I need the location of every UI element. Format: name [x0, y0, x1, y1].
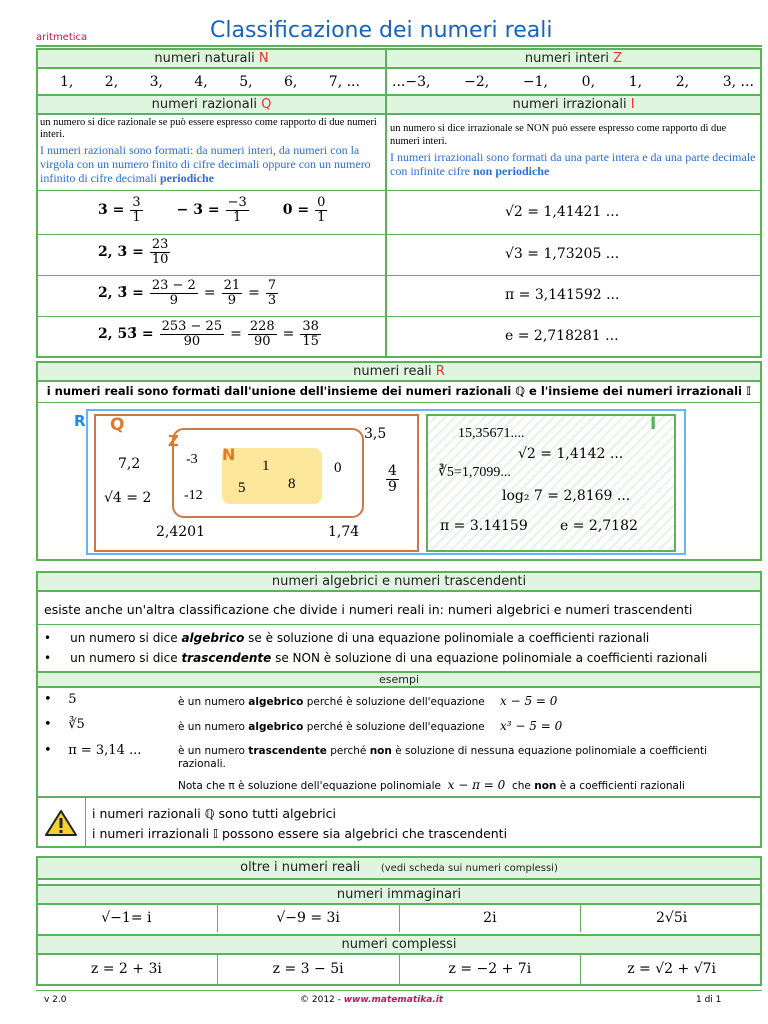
row-divider — [36, 624, 762, 625]
irrazionali-desc-bold: non periodiche — [472, 164, 550, 178]
example-text: è un numero algebrico perché è soluzione dell'equazione — [178, 696, 485, 708]
algebrici-intro: esiste anche un'altra classificazione che divide i numeri reali in: numeri algebrici e numeri trascendenti — [44, 602, 693, 617]
complex-row — [36, 955, 762, 984]
naturali-value: 2, — [104, 74, 119, 90]
fraction: $\frac{21}{9}$ — [223, 278, 241, 308]
irrazionali-explanation — [390, 150, 756, 178]
footer-site-link[interactable]: www.matematika.it — [343, 995, 444, 1005]
naturali-label: numeri naturali — [154, 51, 259, 66]
example-note: Nota che π è soluzione dell'equazione polinomiale x − π = 0 che non è a coefficienti razionali — [178, 778, 685, 792]
rational-lhs: 2, 53̄ = — [98, 326, 154, 343]
fraction: $\frac{-3}{1}$ — [227, 195, 247, 225]
footer-copyright: © 2012 - www.matematika.it — [300, 995, 444, 1005]
rational-lhs: − 3 = — [176, 202, 220, 219]
equals-sign: = — [230, 326, 242, 343]
naturali-value: 7, ... — [328, 74, 360, 90]
irrational-number: √2 = 1,4142 ... — [518, 446, 624, 462]
fraction: $\frac{228}{90}$ — [249, 319, 275, 349]
row-divider — [36, 796, 762, 798]
natural-number: 8 — [288, 476, 296, 492]
rational-fraction: $\frac{4}{9}$ — [388, 463, 397, 495]
irrazionali-desc: I numeri irrazionali sono formati da una parte intera e da una parte decimale con infinite cifre — [390, 150, 756, 178]
equals-sign: = — [248, 285, 260, 302]
irrational-example: π = 3,141592 ... — [505, 287, 620, 303]
interi-value: ...−3, — [392, 74, 431, 90]
rational-number: 3,5̄ — [364, 426, 387, 442]
fraction: $\frac{23 - 2}{9}$ — [151, 278, 196, 308]
rational-number: √4 = 2 — [104, 490, 152, 506]
interi-symbol: Z — [613, 51, 623, 66]
warning-icon-box — [36, 798, 86, 848]
irrational-number: 15,35671.... — [458, 426, 525, 441]
reali-label: numeri reali — [353, 364, 436, 379]
oltre-header — [36, 856, 762, 880]
complex-cell: z = −2 + 7i — [400, 955, 582, 984]
example-number: • ∛5 — [44, 717, 85, 732]
irrazionali-header — [385, 94, 762, 115]
example-number: • 5 — [44, 692, 77, 707]
natural-number: 1 — [262, 458, 270, 474]
fraction: $\frac{23}{10}$ — [151, 237, 169, 267]
rational-number: 7,2 — [118, 456, 141, 472]
rational-example-row — [98, 279, 280, 307]
row-divider — [36, 234, 762, 235]
irrational-example: √3 = 1,73205 ... — [505, 246, 620, 262]
page-title: Classificazione dei numeri reali — [210, 18, 553, 43]
fraction: $\frac{0}{1}$ — [317, 195, 326, 225]
reals-set-label: R — [74, 412, 86, 430]
footer-version: v 2.0 — [44, 995, 67, 1005]
interi-header — [385, 48, 762, 69]
razionali-description — [40, 117, 382, 185]
interi-value: −1, — [522, 74, 548, 90]
rational-lhs: 3 = — [98, 202, 125, 219]
rational-example-row — [98, 320, 323, 348]
definition-algebrico: • un numero si dice algebrico se è soluzione di una equazione polinomiale a coefficienti razionali — [44, 631, 650, 645]
razionali-label: numeri razionali — [151, 97, 262, 112]
rational-lhs: 2, 3 = — [98, 244, 144, 261]
razionali-desc-bold: periodiche — [159, 171, 214, 185]
naturali-values — [60, 74, 360, 90]
razionali-header — [36, 94, 387, 115]
title-underline — [36, 45, 762, 47]
integers-set-label: Z — [168, 432, 179, 450]
complex-cell: z = √2 + √7i — [627, 961, 717, 977]
rational-number: 1,74̄ — [328, 524, 360, 540]
row-divider — [36, 402, 762, 403]
integer-number: 0 — [334, 460, 342, 476]
naturali-header — [36, 48, 387, 69]
fraction: $\frac{253 - 25}{90}$ — [161, 319, 223, 349]
reali-description: i numeri reali sono formati dall'unione dell'insieme dei numeri razionali ℚ e l'insieme dei numeri irrazionali 𝕀 — [46, 384, 752, 398]
fraction: $\frac{38}{15}$ — [302, 319, 319, 349]
razionali-explanation — [40, 143, 382, 185]
imaginary-cell: 2√5i — [656, 910, 688, 926]
naturali-value: 3, — [149, 74, 163, 90]
oltre-note: (vedi scheda sui numeri complessi) — [380, 863, 558, 874]
definition-trascendente: • un numero si dice trascendente se NON è soluzione di una equazione polinomiale a coefficienti razionali — [44, 651, 708, 665]
interi-value: −2, — [464, 74, 490, 90]
naturali-value: 5, — [239, 74, 253, 90]
naturali-symbol: N — [258, 51, 269, 66]
imaginary-cell: √−1= i — [36, 905, 218, 932]
rationals-set-label: Q — [110, 415, 125, 435]
interi-label: numeri interi — [524, 51, 614, 66]
naturali-value: 4, — [194, 74, 208, 90]
razionali-desc: I numeri razionali sono formati: da numeri interi, da numeri con la virgola con un numero finito di cifre decimali oppure con un numero infinito di cifre decimali — [40, 143, 371, 185]
naturali-value: 6, — [283, 74, 298, 90]
row-divider — [36, 275, 762, 276]
reali-header — [36, 361, 762, 382]
fraction: $\frac{7}{3}$ — [267, 278, 277, 308]
interi-value: 2, — [675, 74, 690, 90]
example-equation: x − 5 = 0 — [500, 694, 558, 708]
irrationals-set-label: I — [650, 414, 657, 434]
example-equation: x³ − 5 = 0 — [500, 719, 563, 733]
rational-example-row — [98, 238, 172, 266]
irrazionali-symbol: I — [630, 97, 635, 112]
example-text: è un numero algebrico perché è soluzione dell'equazione — [178, 721, 485, 733]
naturals-set-label: N — [222, 445, 236, 464]
warning-text-2: i numeri irrazionali 𝕀 possono essere sia algebrici che trascendenti — [92, 826, 508, 841]
immaginari-header: numeri immaginari — [36, 884, 762, 905]
interi-value: 0, — [581, 74, 596, 90]
irrational-number: ∛5=1,7099... — [438, 465, 511, 480]
irrational-example: e = 2,718281 ... — [505, 328, 619, 344]
interi-value: 3, ... — [722, 74, 754, 90]
interi-values — [392, 74, 754, 90]
irrational-number: π = 3.14159 — [440, 518, 528, 534]
rational-number: 2,4201 — [156, 524, 205, 540]
naturali-value: 1, — [60, 74, 74, 90]
example-number: • π = 3,14 ... — [44, 743, 142, 758]
oltre-label: oltre i numeri reali — [240, 860, 361, 875]
warning-text-1: i numeri razionali ℚ sono tutti algebrici — [92, 806, 336, 821]
example-text: è un numero trascendente perché non è soluzione di nessuna equazione polinomiale a coefficienti razionali. — [178, 745, 708, 770]
rational-lhs: 0 = — [282, 202, 310, 219]
integer-number: -12 — [184, 488, 203, 503]
irrational-number: log₂ 7 = 2,8169 ... — [502, 488, 631, 504]
irrazionali-label: numeri irrazionali — [512, 97, 631, 112]
naturals-set-frame — [222, 448, 322, 504]
row-divider — [36, 190, 762, 191]
imaginary-cell: √−9 = 3i — [218, 905, 400, 932]
razionali-definition: un numero si dice razionale se può essere espresso come rapporto di due numeri interi. — [40, 117, 377, 140]
razionali-symbol: Q — [261, 97, 272, 112]
integer-number: -3 — [186, 452, 198, 467]
complex-cell: z = 3 − 5i — [218, 955, 400, 984]
fraction: $\frac{3}{1}$ — [132, 195, 141, 225]
equals-sign: = — [203, 285, 216, 302]
esempi-header: esempi — [36, 671, 762, 688]
interi-value: 1, — [628, 74, 643, 90]
footer-line — [36, 990, 762, 991]
page-tag: aritmetica — [36, 32, 88, 43]
rational-lhs: 2, 3̄ = — [98, 285, 144, 302]
row-divider — [36, 316, 762, 317]
irrazionali-definition: un numero si dice irrazionale se NON può essere espresso come rapporto di due numeri interi. — [390, 123, 727, 147]
complessi-header: numeri complessi — [36, 934, 762, 955]
equals-sign: = — [282, 326, 295, 343]
rational-example-row — [98, 196, 329, 224]
irrational-example: √2 = 1,41421 ... — [505, 204, 620, 220]
irrational-number: e = 2,7182 — [560, 518, 638, 534]
imaginary-row — [36, 905, 762, 932]
complex-cell: z = 2 + 3i — [36, 955, 218, 984]
natural-number: 5 — [238, 480, 246, 496]
imaginary-cell: 2i — [400, 905, 582, 932]
irrazionali-description — [390, 122, 756, 178]
footer-page: 1 di 1 — [696, 995, 722, 1005]
algebrici-header: numeri algebrici e numeri trascendenti — [36, 571, 762, 592]
reali-symbol: R — [435, 364, 445, 379]
warning-icon — [44, 809, 78, 837]
